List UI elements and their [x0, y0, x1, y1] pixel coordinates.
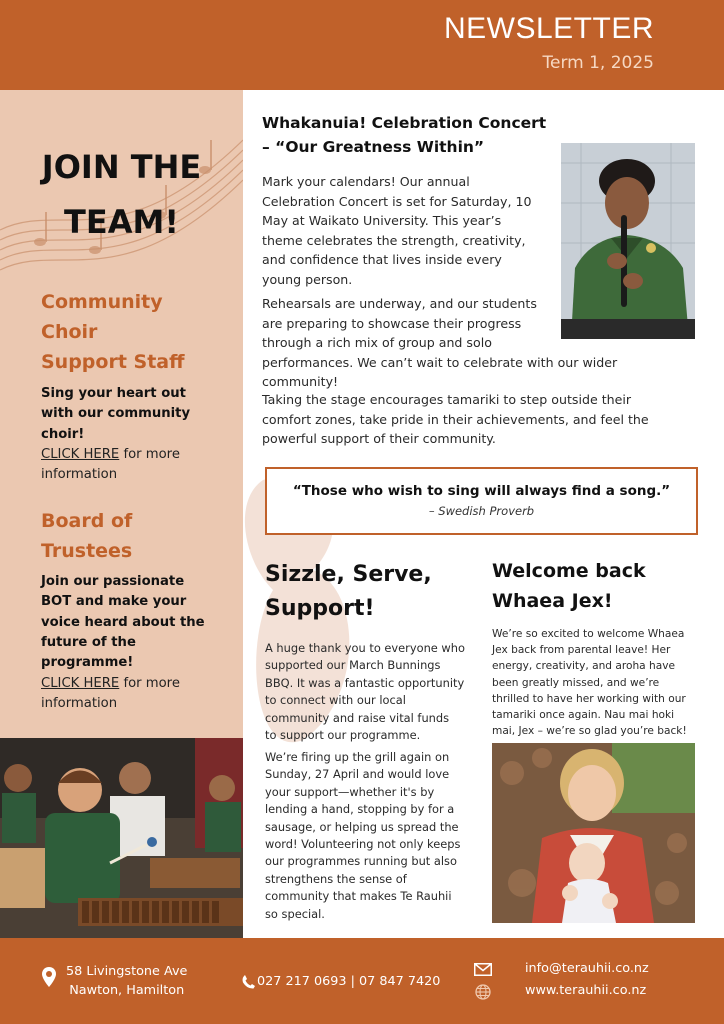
text-line: so special. — [265, 906, 325, 921]
text-line: to support our programme. — [265, 728, 421, 743]
text-line: community that makes Te Rauhii — [265, 889, 452, 904]
text-line: word! Volunteering not only keeps — [265, 837, 461, 852]
location-pin-icon — [42, 967, 56, 987]
globe-icon — [475, 984, 491, 1000]
quote-text: “Those who wish to sing will always find a song.” — [292, 483, 671, 499]
role-description-line: Join our passionate — [41, 574, 185, 589]
role-description-board-of-trustees — [41, 572, 231, 673]
role-title-board-of-trustees — [41, 506, 231, 566]
text-line: comfort zones, take pride in their achievements, and feel the — [262, 411, 649, 427]
role-description-line: choir! — [41, 426, 85, 442]
role-title-line: Community — [41, 291, 163, 313]
role-title-line: Support Staff — [41, 351, 185, 373]
text-line: been greatly missed, and we’re — [492, 676, 660, 689]
text-line: your support—whether it's by — [265, 784, 435, 799]
newsletter-title: NEWSLETTER — [443, 12, 654, 45]
address-line: Nawton, Hamilton — [69, 983, 185, 998]
welcome-paragraph — [492, 626, 707, 739]
footer-email-link[interactable]: info@terauhii.co.nz — [525, 961, 649, 976]
text-line: May at Waikato University. This year’s — [262, 213, 502, 228]
whaea-jex-with-baby-photo — [492, 743, 695, 923]
header-bar — [0, 0, 724, 90]
text-line: sausage, or helping us spread the — [265, 819, 459, 834]
text-line: performances. We can’t wait to celebrate with our wider — [262, 354, 618, 370]
newsletter-term: Term 1, 2025 — [542, 53, 654, 73]
concert-paragraph-3 — [262, 390, 702, 449]
join-heading-line: JOIN THE — [41, 148, 202, 186]
role-description-line: BOT and make your — [41, 594, 187, 610]
text-line: young person. — [262, 271, 353, 287]
role-title-line: Board of — [41, 510, 133, 532]
role-description-choir-support — [41, 384, 231, 445]
role-description-line: programme! — [41, 655, 134, 671]
footer-bar — [0, 938, 724, 1024]
link-suffix: information — [41, 467, 118, 483]
text-line: BBQ. It was a fantastic opportunity — [265, 675, 465, 690]
link-suffix: for more — [119, 676, 180, 691]
text-line: to connect with our local — [265, 693, 406, 708]
concert-paragraph-1 — [262, 172, 557, 289]
text-line: our programmes running but also — [265, 854, 457, 869]
sizzle-title-line: Sizzle, Serve, — [265, 562, 432, 587]
footer-website-link[interactable]: www.terauhii.co.nz — [525, 983, 647, 998]
text-line: tamariki once again. Nau mai hoki — [492, 709, 675, 722]
join-team-sidebar — [0, 90, 243, 738]
quote-source: – Swedish Proverb — [428, 504, 535, 518]
role-description-line: with our community — [41, 406, 191, 422]
welcome-title-line: Whaea Jex! — [492, 590, 613, 612]
footer-phone-numbers[interactable]: 027 217 0693 | 07 847 7420 — [257, 974, 441, 989]
footer-address — [66, 962, 187, 1000]
link-suffix: for more — [119, 447, 180, 462]
sizzle-article-title — [265, 558, 432, 626]
quote-box — [265, 467, 698, 535]
click-here-link-choir-support[interactable]: CLICK HERE — [41, 447, 120, 462]
text-line: mai, Jex – we’re so glad you’re back! — [492, 725, 687, 738]
join-heading-line: TEAM! — [64, 203, 179, 241]
sizzle-title-line: Support! — [265, 596, 375, 621]
role-title-line: Choir — [41, 321, 98, 343]
email-icon — [474, 963, 492, 976]
text-line: community! — [262, 374, 339, 389]
click-here-link-board-of-trustees[interactable]: CLICK HERE — [41, 676, 120, 691]
text-line: are preparing to showcase their progress — [262, 315, 522, 331]
sizzle-paragraph-1 — [265, 640, 480, 744]
phone-icon — [242, 975, 255, 989]
children-playing-xylophones-photo — [0, 738, 243, 938]
role-more-info-choir-support — [41, 445, 236, 486]
welcome-article-title — [492, 556, 646, 616]
link-suffix: information — [41, 696, 118, 712]
welcome-title-line: Welcome back — [492, 560, 646, 582]
text-line: lending a hand, stopping by for a — [265, 802, 455, 817]
text-line: Celebration Concert is set for Saturday, 10 — [262, 193, 532, 209]
text-line: powerful support of their community. — [262, 431, 496, 446]
text-line: Mark your calendars! Our annual — [262, 174, 470, 189]
role-description-line: future of the — [41, 634, 136, 650]
text-line: We’re so excited to welcome Whaea — [492, 628, 685, 640]
text-line: through a rich mix of group and solo — [262, 335, 492, 350]
text-line: Jex back from parental leave! Her — [492, 644, 671, 657]
text-line: theme celebrates the strength, creativity, — [262, 232, 526, 248]
sizzle-paragraph-2 — [265, 749, 480, 923]
text-line: and confidence that lives inside every — [262, 252, 502, 267]
student-playing-recorder-photo — [561, 143, 695, 339]
role-title-choir-support — [41, 287, 231, 377]
role-more-info-board-of-trustees — [41, 674, 236, 715]
address-line: 58 Livingstone Ave — [66, 964, 188, 979]
concert-title-line: Whakanuia! Celebration Concert — [262, 114, 547, 132]
text-line: Taking the stage encourages tamariki to step outside their — [262, 392, 632, 407]
text-line: thrilled to have her working with our — [492, 692, 686, 705]
text-line: Sunday, 27 April and would love — [265, 767, 450, 782]
role-title-line: Trustees — [41, 540, 133, 562]
text-line: energy, creativity, and aroha have — [492, 660, 676, 673]
concert-title-line: – “Our Greatness Within” — [262, 138, 485, 156]
concert-article-title — [262, 111, 562, 159]
role-description-line: voice heard about the — [41, 614, 205, 630]
role-description-line: Sing your heart out — [41, 386, 186, 401]
text-line: community and raise vital funds — [265, 710, 450, 725]
text-line: supported our March Bunnings — [265, 658, 441, 673]
text-line: A huge thank you to everyone who — [265, 641, 465, 655]
text-line: strengthens the sense of — [265, 871, 407, 886]
join-the-team-heading — [0, 140, 243, 250]
text-line: We’re firing up the grill again on — [265, 750, 450, 764]
text-line: Rehearsals are underway, and our students — [262, 296, 537, 311]
